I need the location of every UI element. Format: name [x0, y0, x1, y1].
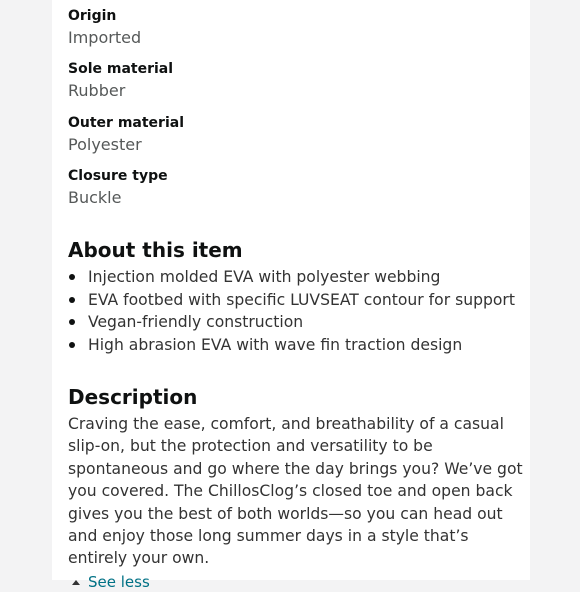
spec-sole-material [68, 60, 528, 102]
spec-label: Outer material [68, 115, 185, 131]
spec-outer-material [68, 114, 528, 156]
list-item: High abrasion EVA with wave fin traction design [68, 334, 538, 357]
see-less-label: See less [88, 573, 150, 591]
spec-origin [68, 7, 528, 49]
spec-label: Sole material [68, 61, 174, 77]
list-item: EVA footbed with specific LUVSEAT contour for support [68, 289, 538, 312]
spec-value: Imported [68, 28, 142, 47]
spec-label: Closure type [68, 168, 168, 184]
spec-value: Rubber [68, 81, 126, 100]
spec-value: Polyester [68, 135, 142, 154]
spec-value: Buckle [68, 188, 122, 207]
list-item: Vegan-friendly construction [68, 311, 538, 334]
about-bullet-list [68, 266, 538, 356]
spec-closure-type [68, 167, 528, 209]
see-less-link[interactable] [68, 572, 150, 592]
list-item: Injection molded EVA with polyester webbing [68, 266, 538, 289]
description-text: Craving the ease, comfort, and breathability of a casual slip-on, but the protection and versatility to be spontaneous and go where the day brings you? We’ve got you covered. The ChillosClog’s closed toe and open back gives you the best of both worlds—so you can head out and enjoy those long summer days in a style that’s entirely your own. [68, 415, 523, 568]
description-heading: Description [68, 385, 198, 409]
spec-label: Origin [68, 8, 117, 24]
caret-up-icon [72, 580, 80, 585]
about-this-item-heading: About this item [68, 238, 243, 262]
